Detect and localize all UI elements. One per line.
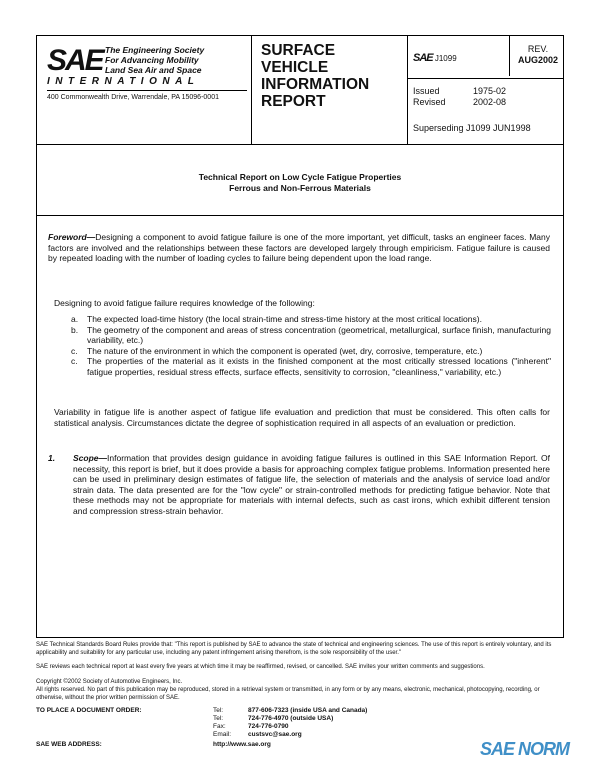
list-item: c. The properties of the material as it exists in the finished component at the most critically stressed locations ("inherent" fatigue properties, residual stress effects, surface effects, sensitivity to corrosion, "cleanliness," variability, etc.) — [71, 356, 551, 377]
sae-tagline: The Engineering Society For Advancing Mobility Land Sea Air and Space — [105, 45, 205, 75]
contact-labels: Tel: Tel: Fax: Email: — [213, 707, 232, 738]
divider — [47, 90, 247, 91]
list-item: c. The nature of the environment in which the component is operated (wet, dry, corrosive, temperature, etc.) — [71, 345, 483, 356]
web-link[interactable]: http://www.sae.org — [213, 741, 271, 748]
superseding-note: Superseding J1099 JUN1998 — [413, 123, 531, 133]
header-divider — [509, 36, 510, 76]
header-divider — [407, 78, 563, 79]
revision-block: REV. AUG2002 — [517, 44, 559, 65]
report-title: Technical Report on Low Cycle Fatigue Properties Ferrous and Non-Ferrous Materials — [198, 172, 402, 193]
copyright: Copyright ©2002 Society of Automotive Engineers, Inc. — [36, 679, 183, 685]
list-item: b. The geometry of the component and areas of stress concentration (geometrical, metallurgical, surface finish, manufacturing variability, etc.) — [71, 324, 551, 345]
foreword-paragraph: Foreword—Designing a component to avoid fatigue failure is one of the more important, yet difficult, tasks an engineer faces. Many factors are involved and the relationships between these factors are developed largely through empiricism. Fatigue failure is caused by repeated loading with the number of loading cycles to failure being dependent upon the load range. — [48, 232, 550, 263]
review-note: SAE reviews each technical report at least every five years at which time it may be reaffirmed, revised, or cancelled. SAE invites your written comments and suggestions. — [36, 664, 485, 670]
variability-paragraph: Variability in fatigue life is another aspect of fatigue life evaluation and prediction that must be considered. This often calls for statistical analysis. Circumstances dictate the degree of sophistication required in all aspects of an evaluation or prediction. — [54, 407, 550, 428]
rights-notice: All rights reserved. No part of this publication may be reproduced, stored in a retrieval system or transmitted, in any form or by any means, electronic, mechanical, photocopying, recording, or otherwise, without the prior written permission of SAE. — [36, 687, 540, 701]
header-divider — [407, 36, 408, 144]
knowledge-intro: Designing to avoid fatigue failure requires knowledge of the following: — [54, 298, 315, 308]
sae-mini-logo: SAE — [413, 52, 433, 64]
scope-section: 1. Scope—Information that provides design guidance in avoiding fatigue failures is outlined in this SAE Information Report. Of necessity, this report is brief, but it does provide a basis for approaching complex fatigue problems. Information presented here can be used in preliminary design estimates of fatigue life, the selection of materials and the analysis of service load and/or strain data. The data presented are for the "low cycle" or strain-controlled methods for predicting fatigue behavior. Note that these methods may not be appropriate for materials with internal defects, such as cast irons, which exhibit different tension and compression stress-strain behavior. — [48, 453, 550, 516]
contact-values: 877-606-7323 (inside USA and Canada) 724-776-4970 (outside USA) 724-776-0790 custsvc@sae.org — [248, 707, 368, 738]
issue-dates: Issued 1975-02 Revised 2002-08 — [413, 86, 507, 107]
standards-disclaimer: SAE Technical Standards Board Rules provide that: "This report is published by SAE to advance the state of technical and engineering sciences. The use of this report is entirely voluntary, and its applicability and suitability for any particular use, including any patent infringement arising therefrom, is the sole responsibility of the user." — [36, 642, 552, 656]
requirements-list — [71, 314, 551, 377]
document-header — [36, 35, 564, 145]
document-body — [36, 216, 564, 638]
international-label: INTERNATIONAL — [47, 76, 200, 87]
sae-address: 400 Commonwealth Drive, Warrendale, PA 15096-0001 — [47, 94, 219, 101]
web-label: SAE WEB ADDRESS: — [36, 741, 102, 748]
report-title-box — [36, 145, 564, 216]
header-divider — [251, 36, 252, 144]
list-item: a. The expected load-time history (the local strain-time and stress-time history at the most critical locations). — [71, 314, 482, 324]
report-type-title: SURFACE VEHICLE INFORMATION REPORT — [261, 42, 370, 110]
sae-logo: SAE — [47, 44, 103, 77]
sae-norm-watermark: SAE NORM — [480, 739, 570, 759]
order-label: TO PLACE A DOCUMENT ORDER: — [36, 707, 142, 714]
document-number: SAE J1099 — [413, 52, 457, 64]
email-link[interactable]: custsvc@sae.org — [248, 731, 302, 738]
